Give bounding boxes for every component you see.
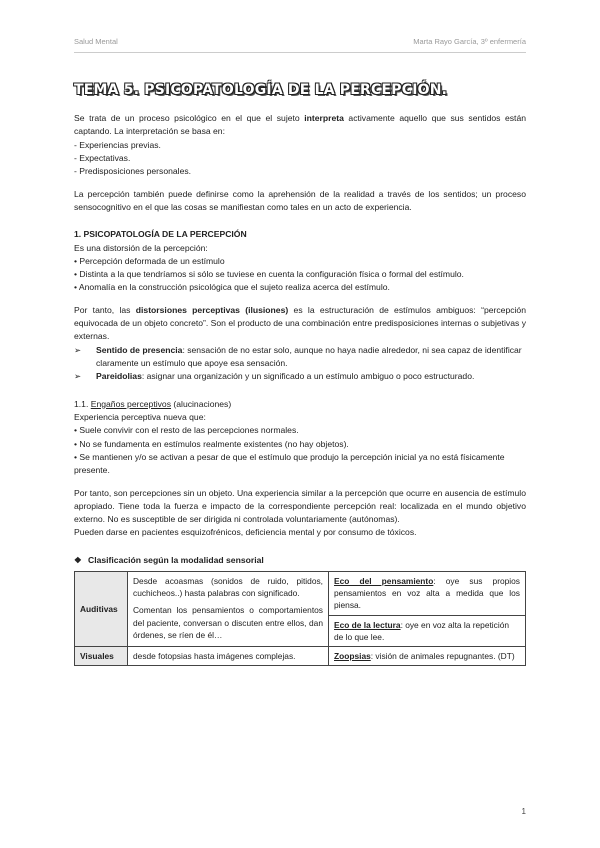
cell-text: Desde acoasmas (sonidos de ruido, pitidos, cuchicheos..) hasta palabras con significado. xyxy=(133,576,323,599)
intro-text: Se trata de un proceso psicológico en el que el sujeto xyxy=(74,113,305,123)
list-item: • Anomalía en la construcción psicológica que el sujeto realiza acerca del estímulo. xyxy=(74,282,390,293)
arrow-term: Sentido de presencia xyxy=(96,344,183,355)
definition-paragraph: La percepción también puede definirse como la aprehensión de la realidad a través de los sentidos; un proceso sensocognitivo en el que las cosas se manifiestan como tales en un acto de experiencia. xyxy=(74,188,526,212)
section-lead: Es una distorsión de la percepción: xyxy=(74,242,208,253)
diamond-icon: ❖ xyxy=(74,554,82,565)
classification-heading xyxy=(74,554,526,567)
subsection-number: 1.1. xyxy=(74,398,91,409)
list-item: - Predisposiciones personales. xyxy=(74,166,192,177)
list-item: • Percepción deformada de un estímulo xyxy=(74,255,225,266)
list-item: - Expectativas. xyxy=(74,152,131,163)
table-cell xyxy=(128,572,329,647)
intro-emphasis: interpreta xyxy=(304,113,344,123)
row-label: Visuales xyxy=(75,647,128,666)
list-item: • Distinta a la que tendríamos si sólo se tuviese en cuenta la configuración física o formal del estímulo. xyxy=(74,269,464,280)
subsection-lead: Experiencia perceptiva nueva que: xyxy=(74,411,206,422)
document-title: TEMA 5. PSICOPATOLOGÍA DE LA PERCEPCIÓN. xyxy=(74,82,448,98)
para-emphasis: distorsiones perceptivas (ilusiones) xyxy=(135,304,289,315)
arrow-icon: ➢ xyxy=(74,371,82,382)
cell-text: : oye en voz alta la repetición de lo que lee. xyxy=(334,619,510,642)
cell-text: : oye sus propios pensamientos en voz alta a medida que los piensa. xyxy=(334,576,520,611)
subsection-note: (alucinaciones) xyxy=(171,398,232,409)
cell-text: Comentan los pensamientos o comportamientos del paciente, conversan o discuten entre ellos, dan órdenes, se ríen de él… xyxy=(133,605,323,640)
header-author: Marta Rayo García, 3º enfermería xyxy=(413,37,526,46)
cell-term: Eco de la lectura xyxy=(334,619,401,630)
cell-term: Zoopsias xyxy=(334,651,371,661)
list-item: • Se mantienen y/o se activan a pesar de que el estímulo que produjo la percepción inicial ya no está físicamente presente. xyxy=(74,451,505,476)
table-row xyxy=(75,572,526,616)
arrow-icon: ➢ xyxy=(74,344,82,355)
classification-title: Clasificación según la modalidad sensorial xyxy=(88,554,264,565)
para-text: Por tanto, las xyxy=(74,304,136,315)
cell-term: Eco del pensamiento xyxy=(334,576,434,587)
arrow-item xyxy=(74,370,526,383)
table-cell xyxy=(329,572,526,616)
list-item: • Suele convivir con el resto de las percepciones normales. xyxy=(74,425,299,436)
row-label: Auditivas xyxy=(75,572,128,647)
table-cell xyxy=(329,615,526,646)
table-cell: desde fotopsias hasta imágenes complejas. xyxy=(128,647,329,666)
cell-text: : visión de animales repugnantes. (DT) xyxy=(370,651,515,661)
section-heading: 1. PSICOPATOLOGÍA DE LA PERCEPCIÓN xyxy=(74,229,247,240)
list-item: - Experiencias previas. xyxy=(74,139,161,150)
document-body xyxy=(74,112,526,666)
header-subject: Salud Mental xyxy=(74,37,118,46)
table-cell xyxy=(329,647,526,666)
page-header xyxy=(74,36,526,50)
arrow-text: : sensación de no estar solo, aunque no haya nadie alrededor, ni sea capaz de identificar claramente un estímulo que apoye esa sensación. xyxy=(96,344,522,368)
arrow-term: Pareidolias xyxy=(96,371,142,382)
arrow-item xyxy=(74,344,526,371)
hallucination-note: Pueden darse en pacientes esquizofrénicos, deficiencia mental y por consumo de tóxicos. xyxy=(74,527,417,538)
arrow-text: : asignar una organización y un significado a un estímulo ambiguo o poco estructurado. xyxy=(141,371,475,382)
header-divider xyxy=(74,52,526,53)
subsection-term: Engaños perceptivos xyxy=(90,398,171,409)
distortions-paragraph xyxy=(74,304,526,344)
intro-paragraph xyxy=(74,112,526,139)
para-text-end: es la estructuración de estímulos ambiguos: “percepción equivocada de un objeto concreto”. Son el producto de una combinación entre predisposiciones internas o subjetivas y externas. xyxy=(74,304,526,342)
table-row xyxy=(75,647,526,666)
hallucination-paragraph: Por tanto, son percepciones sin un objeto. Una experiencia similar a la percepción que ocurre en ausencia de estímulo apropiado. Tiene toda la fuerza e impacto de la correspondiente percepción real: localizada en el mundo objetivo externo. No es susceptible de ser dirigida ni controlada voluntariamente (autónomas). xyxy=(74,487,526,525)
subsection-heading xyxy=(74,398,526,411)
page-number: 1 xyxy=(521,806,526,816)
list-item: • No se fundamenta en estímulos realmente existentes (no hay objetos). xyxy=(74,438,349,449)
classification-table xyxy=(74,571,526,666)
intro-text-end: activamente aquello que sus sentidos están captando. La interpretación se basa en: xyxy=(74,113,526,137)
